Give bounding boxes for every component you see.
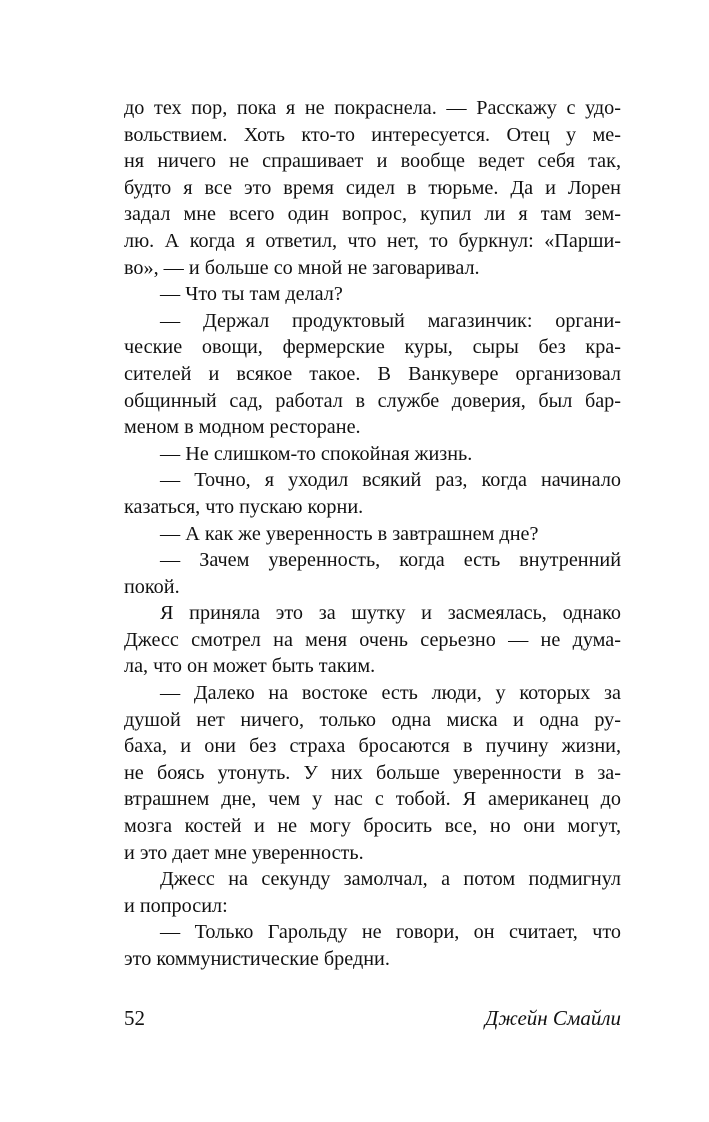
text-line: баха, и они без страха бросаются в пучину жизни,: [124, 735, 621, 758]
text-line: Джесс смотрел на меня очень серьезно — не дума-: [124, 628, 621, 651]
text-line: — Далеко на востоке есть люди, у которых за: [160, 682, 621, 705]
page-body: [124, 95, 621, 973]
text-line: душой нет ничего, только одна миска и одна ру-: [124, 708, 621, 731]
text-line: — Не слишком-то спокойная жизнь.: [160, 442, 473, 465]
text-line: и попросил:: [124, 894, 228, 917]
text-line: ческие овощи, фермерские куры, сыры без кра-: [124, 336, 621, 359]
text-line: во», — и больше со мной не заговаривал.: [124, 256, 480, 279]
text-line: — Что ты там делал?: [160, 283, 343, 306]
text-line: покой.: [124, 575, 180, 598]
text-line: — Точно, я уходил всякий раз, когда начинало: [160, 469, 621, 492]
text-line: — Держал продуктовый магазинчик: органи-: [160, 309, 621, 332]
text-line: будто я все это время сидел в тюрьме. Да и Лорен: [124, 176, 621, 199]
text-line: Джесс на секунду замолчал, а потом подмигнул: [160, 868, 621, 891]
text-line: сителей и всякое такое. В Ванкувере организовал: [124, 362, 621, 385]
text-line: общинный сад, работал в службе доверия, был бар-: [124, 389, 621, 412]
text-line: мозга костей и не могу бросить все, но они могут,: [124, 815, 621, 838]
text-line: лю. А когда я ответил, что нет, то буркнул: «Парши-: [124, 229, 621, 252]
text-line: — Только Гарольду не говори, он считает, что: [160, 921, 621, 944]
text-line: ла, что он может быть таким.: [124, 655, 376, 678]
text-line: — Зачем уверенность, когда есть внутренний: [160, 549, 621, 572]
text-line: ня ничего не спрашивает и вообще ведет себя так,: [124, 150, 621, 173]
text-line: — А как же уверенность в завтрашнем дне?: [160, 522, 539, 545]
text-line: Я приняла это за шутку и засмеялась, однако: [160, 602, 621, 625]
page-number: 52: [124, 1006, 145, 1030]
text-line: втрашнем дне, чем у нас с тобой. Я американец до: [124, 788, 621, 811]
text-line: казаться, что пускаю корни.: [124, 495, 364, 518]
text-line: задал мне всего один вопрос, купил ли я там зем-: [124, 203, 621, 226]
running-author: Джейн Смайли: [484, 1006, 621, 1030]
text-line: и это дает мне уверенность.: [124, 841, 364, 864]
text-line: вольствием. Хоть кто-то интересуется. Отец у ме-: [124, 123, 621, 146]
text-line: это коммунистические бредни.: [124, 948, 390, 970]
text-line: до тех пор, пока я не покраснела. — Расскажу с удо-: [124, 97, 621, 119]
text-line: меном в модном ресторане.: [124, 416, 361, 439]
text-line: не боясь утонуть. У них больше уверенности в за-: [124, 761, 621, 784]
